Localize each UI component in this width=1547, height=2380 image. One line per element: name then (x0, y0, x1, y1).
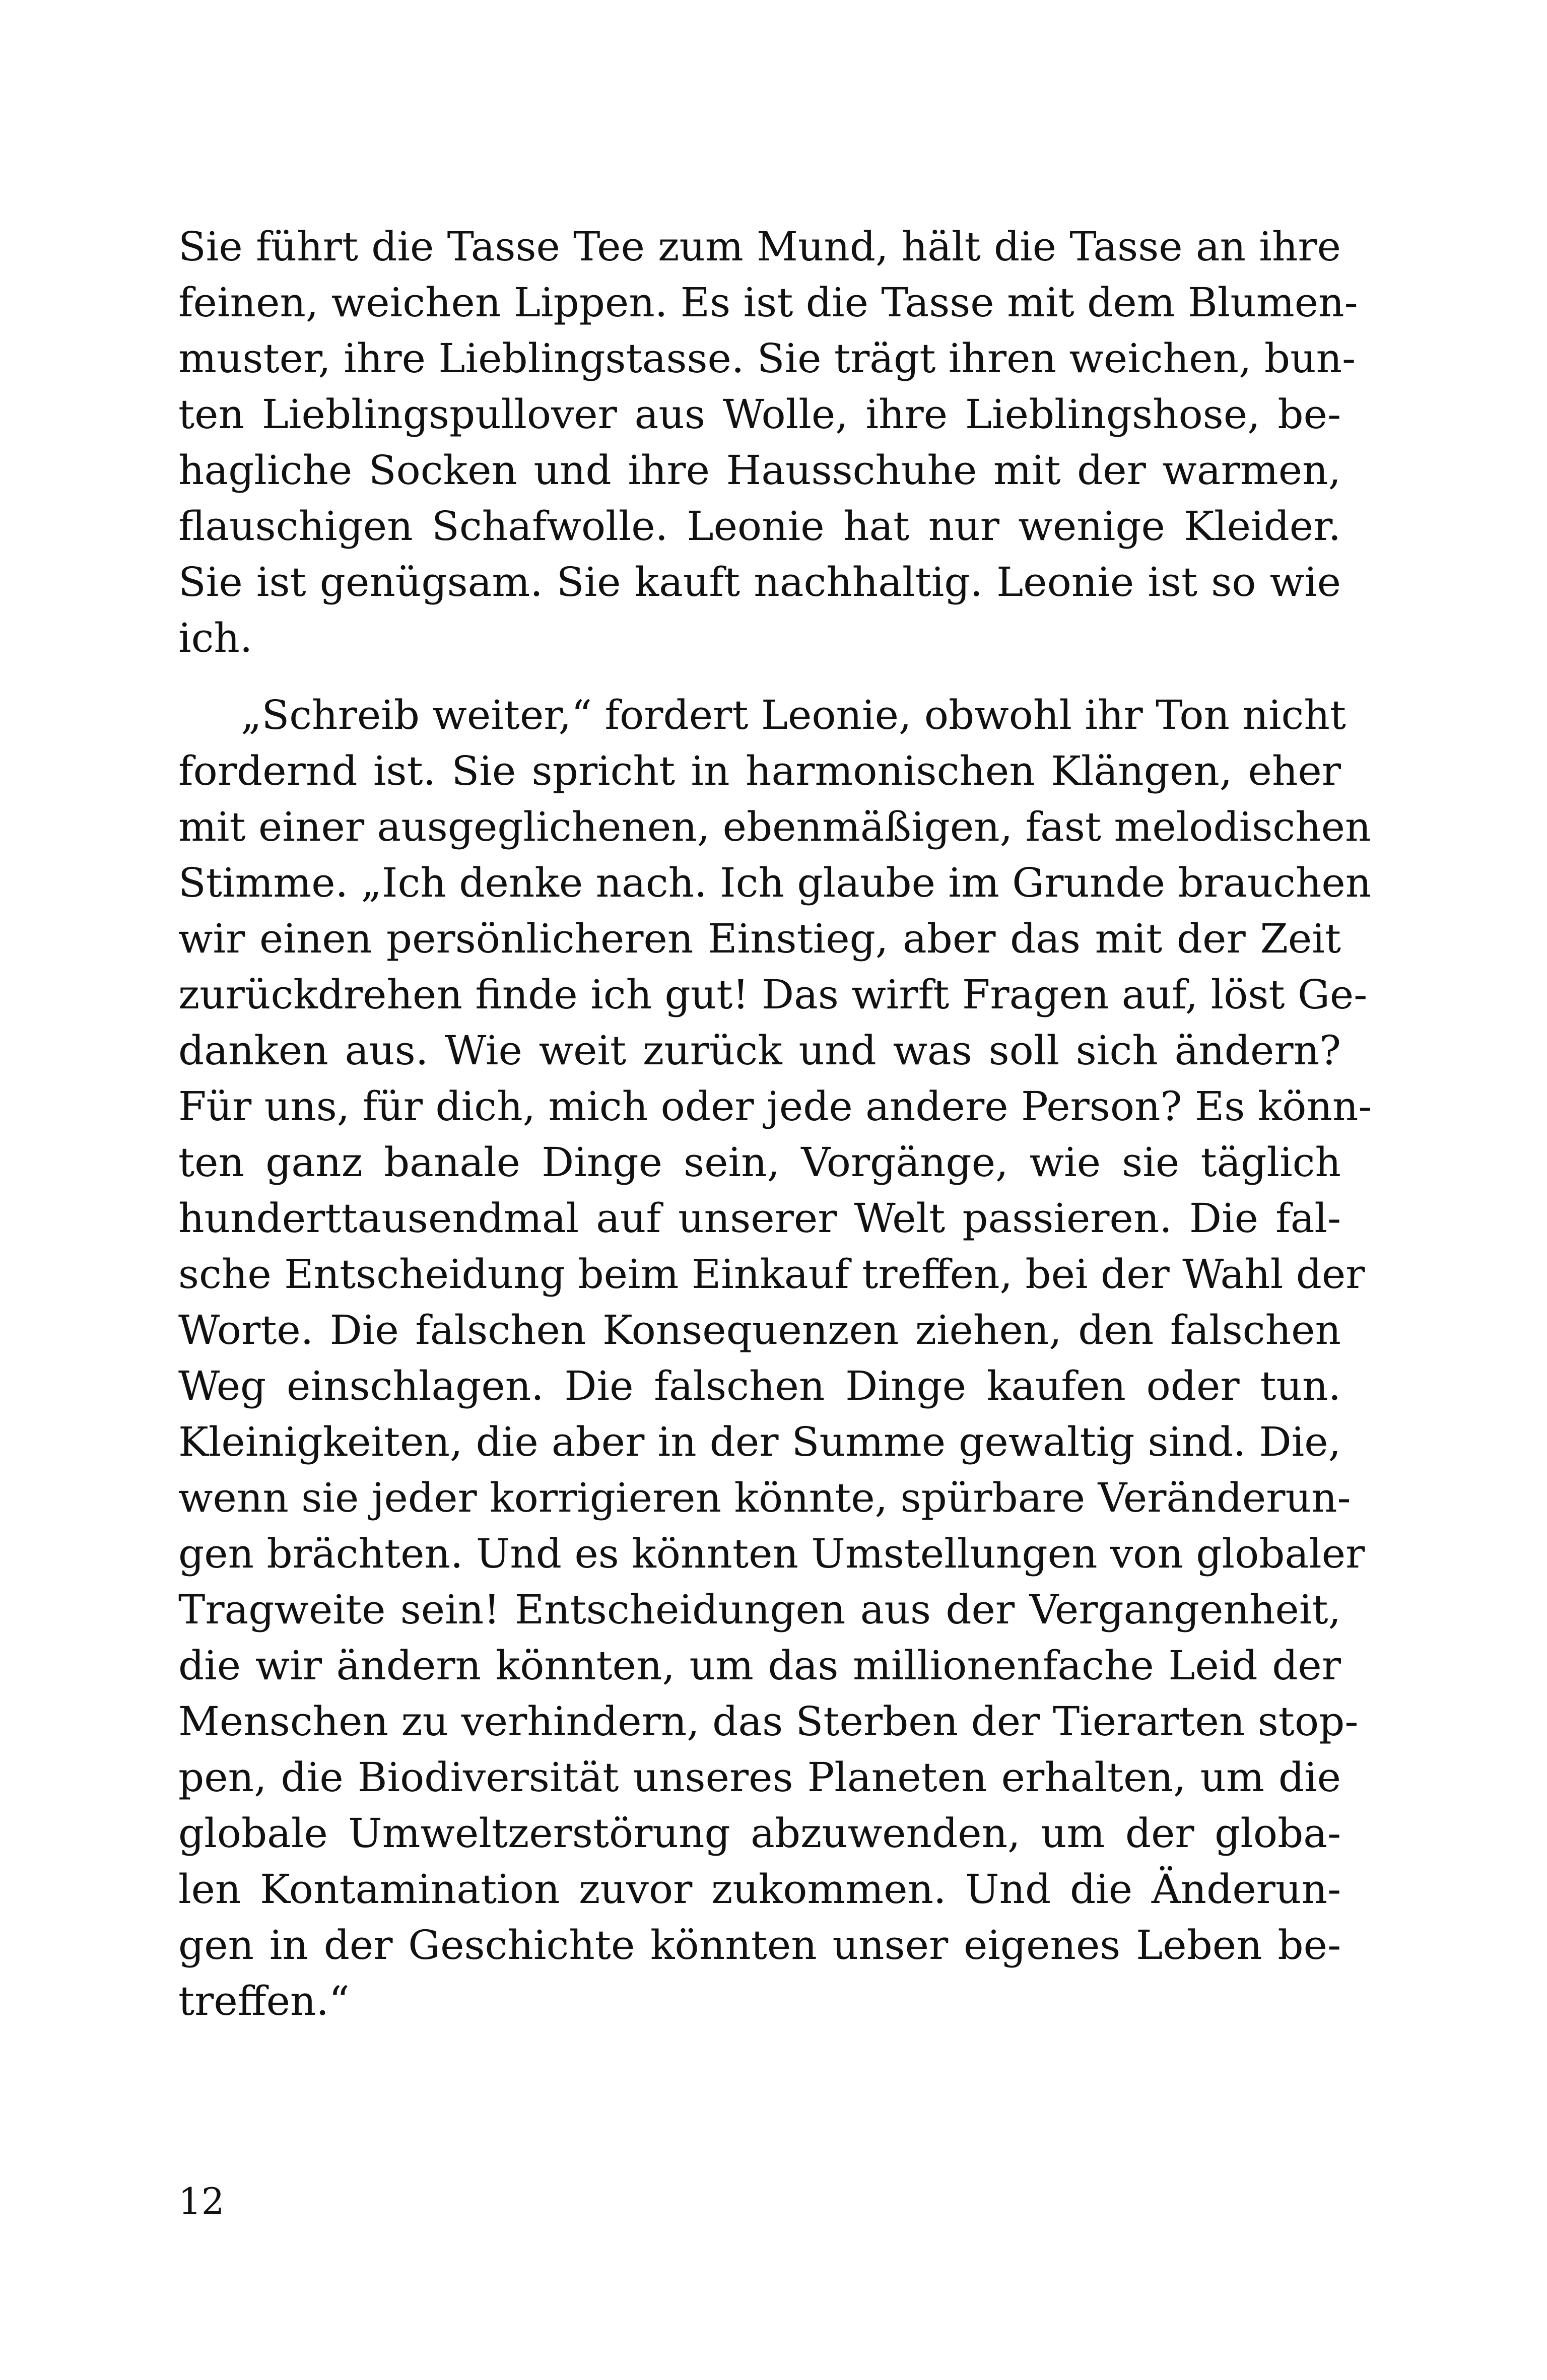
text-line: flauschigen Schafwolle. Leonie hat nur wenige Kleider. (178, 503, 1341, 550)
text-line: mit einer ausgeglichenen, ebenmäßigen, fast melodischen (178, 803, 1371, 850)
page-number: 12 (178, 2180, 225, 2222)
paragraph-1 (178, 219, 1358, 666)
text-line: gen in der Geschichte könnten unser eigenes Leben be- (178, 1922, 1341, 1968)
text-line: Kleinigkeiten, die aber in der Summe gewaltig sind. Die, (178, 1418, 1341, 1465)
text-line: Sie ist genügsam. Sie kauft nachhaltig. Leonie ist so wie (178, 559, 1341, 605)
text-line: Für uns, für dich, mich oder jede andere Person? Es könn- (178, 1083, 1372, 1130)
text-line: ten ganz banale Dinge sein, Vorgänge, wie sie täglich (178, 1139, 1341, 1186)
text-line: pen, die Biodiversität unseres Planeten erhalten, um die (178, 1754, 1341, 1801)
text-line: len Kontamination zuvor zukommen. Und die Änderun- (178, 1866, 1341, 1913)
text-line: „Schreib weiter,“ fordert Leonie, obwohl ihr Ton nicht (241, 692, 1347, 738)
text-line: Sie führt die Tasse Tee zum Mund, hält die Tasse an ihre (178, 223, 1341, 270)
text-line: Menschen zu verhindern, das Sterben der Tierarten stop- (178, 1698, 1359, 1745)
text-line: Worte. Die falschen Konsequenzen ziehen, den falschen (178, 1307, 1341, 1353)
text-line: Weg einschlagen. Die falschen Dinge kaufen oder tun. (178, 1363, 1341, 1409)
text-line: hagliche Socken und ihre Hausschuhe mit der warmen, (178, 447, 1341, 494)
text-line: treffen.“ (178, 1978, 350, 2024)
text-line: die wir ändern könnten, um das millionenfache Leid der (178, 1642, 1341, 1689)
paragraph-gap (178, 666, 1341, 687)
text-line: feinen, weichen Lippen. Es ist die Tasse mit dem Blumen- (178, 279, 1358, 326)
text-line: zurückdrehen finde ich gut! Das wirft Fragen auf, löst Ge- (178, 971, 1368, 1018)
text-line: fordernd ist. Sie spricht in harmonischen Klängen, eher (178, 747, 1341, 794)
text-line: ten Lieblingspullover aus Wolle, ihre Lieblingshose, be- (178, 391, 1341, 438)
text-line: globale Umweltzerstörung abzuwenden, um der globa- (178, 1810, 1341, 1857)
body-text (178, 219, 1372, 2029)
text-line: danken aus. Wie weit zurück und was soll sich ändern? (178, 1027, 1341, 1074)
text-line: gen brächten. Und es könnten Umstellungen von globaler (178, 1530, 1365, 1577)
text-line: hunderttausendmal auf unserer Welt passieren. Die fal- (178, 1195, 1341, 1242)
text-line: Tragweite sein! Entscheidungen aus der Vergangenheit, (178, 1586, 1341, 1633)
text-line: ich. (178, 615, 253, 661)
paragraph-2 (178, 687, 1372, 2029)
text-line: wenn sie jeder korrigieren könnte, spürbare Veränderun- (178, 1474, 1351, 1521)
text-line: sche Entscheidung beim Einkauf treffen, bei der Wahl der (178, 1251, 1365, 1298)
text-line: Stimme. „Ich denke nach. Ich glaube im Grunde brauchen (178, 859, 1372, 906)
text-line: muster, ihre Lieblingstasse. Sie trägt ihren weichen, bun- (178, 335, 1356, 382)
text-line: wir einen persönlicheren Einstieg, aber das mit der Zeit (178, 915, 1341, 962)
